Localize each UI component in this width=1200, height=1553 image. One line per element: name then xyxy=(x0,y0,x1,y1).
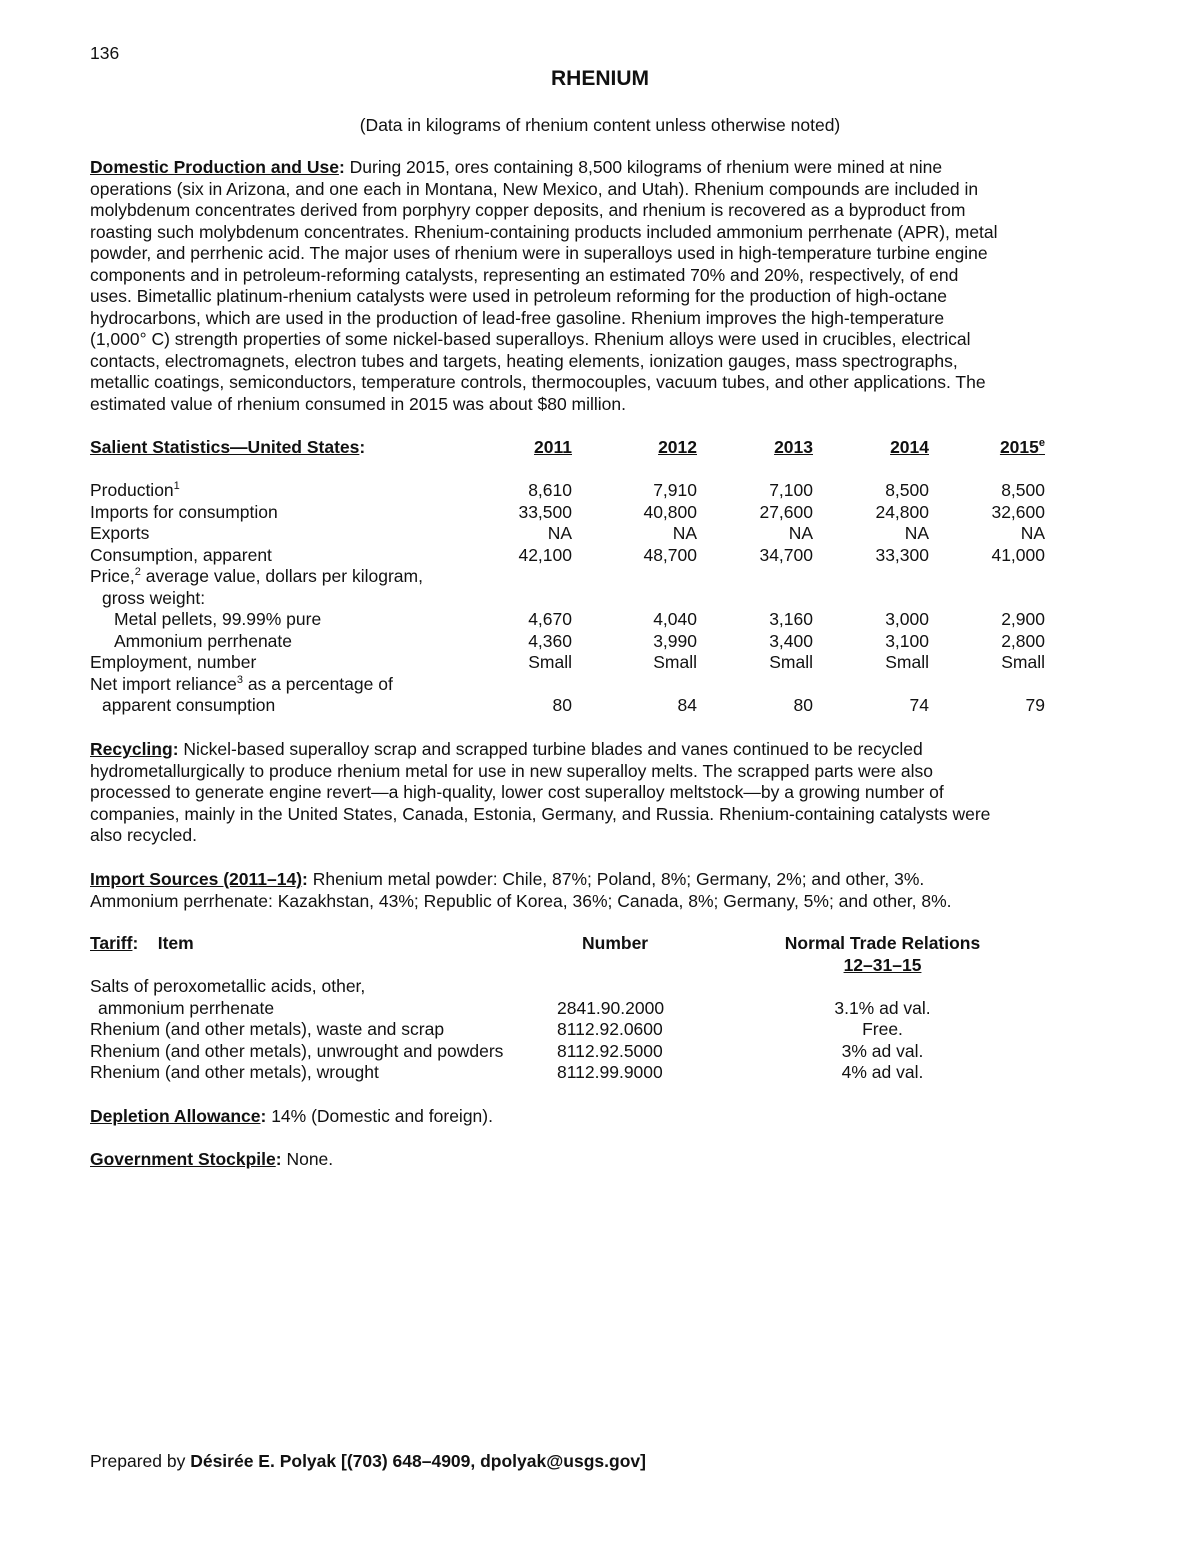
tariff-item-header: Item xyxy=(157,933,194,953)
tariff-header-row: Tariff: Item Number Normal Trade Relations xyxy=(90,933,1100,955)
prepared-by-footer: Prepared by Désirée E. Polyak [(703) 648–4909, dpolyak@usgs.gov] xyxy=(90,1451,646,1471)
stockpile-heading: Government Stockpile xyxy=(90,1149,276,1169)
tariff-heading: Tariff xyxy=(90,933,133,953)
import-sources-heading: Import Sources (2011–14) xyxy=(90,869,303,889)
tariff-table xyxy=(90,933,1100,1084)
table-row: ammonium perrhenate 2841.90.2000 3.1% ad val. xyxy=(98,997,931,1018)
recycling-section: Recycling: Nickel-based superalloy scrap and scrapped turbine blades and vanes continued to be recycled hydrometallurgically to produce rhenium metal for use in new superalloy melts. The scrapped parts were also processed to generate engine revert—a high-quality, lower cost superalloy meltstock—by a growing number of companies, mainly in the United States, Canada, Estonia, Germany, and Russia. Rhenium-containing catalysts were also recycled. xyxy=(90,739,991,845)
table-row: Rhenium (and other metals), unwrought and powders 8112.92.5000 3% ad val. xyxy=(90,1040,924,1061)
page-number: 136 xyxy=(90,43,120,63)
tariff-ntr-header: Normal Trade Relations xyxy=(784,933,981,953)
year-header: 2012 xyxy=(658,437,697,457)
import-sources-section: Import Sources (2011–14): Rhenium metal powder: Chile, 87%; Poland, 8%; Germany, 2%; and other, 3%. Ammonium perrhenate: Kazakhstan, 43%; Republic of Korea, 36%; Canada, 8%; Germany, 5%; and other, 8%. xyxy=(90,869,952,911)
table-row: Price,$^2$ average value, dollars per kilogram, xyxy=(90,566,423,586)
table-row: Salts of peroxometallic acids, other, xyxy=(90,976,366,996)
tariff-number-header: Number xyxy=(582,933,649,953)
table-row: Production$^1$ 8,610 7,910 7,100 8,500 8,500 xyxy=(90,480,1045,500)
table-row: Rhenium (and other metals), waste and scrap 8112.92.0600 Free. xyxy=(90,1019,903,1039)
tariff-ntr-date: 12–31–15 xyxy=(843,954,922,975)
year-header: 2013 xyxy=(774,437,813,457)
domestic-line: operations (six in Arizona, and one each in Montana, New Mexico, and Utah). Rhenium compounds are included in xyxy=(90,178,979,199)
table-row: Consumption, apparent 42,100 48,700 34,700 33,300 41,000 xyxy=(90,544,1045,565)
domestic-line: components and in petroleum-reforming catalysts, representing an estimated 70% and 20%, respectively, of end xyxy=(90,264,959,285)
domestic-heading: Domestic Production and Use xyxy=(90,157,339,177)
domestic-line: powder, and perrhenic acid. The major uses of rhenium were in superalloys used in high-temperature turbine engine xyxy=(90,243,988,263)
depletion-allowance-section: Depletion Allowance: 14% (Domestic and foreign). xyxy=(90,1106,493,1126)
table-row: Exports NA NA NA NA NA xyxy=(90,523,1045,543)
domestic-line: estimated value of rhenium consumed in 2015 was about $80 million. xyxy=(90,393,627,414)
domestic-line: contacts, electromagnets, electron tubes and targets, heating elements, ionization gauges, mass spectrographs, xyxy=(90,350,958,371)
domestic-line: During 2015, ores containing 8,500 kilograms of rhenium were mined at nine xyxy=(349,157,943,177)
stats-heading: Salient Statistics—United States xyxy=(90,437,360,457)
recycling-heading: Recycling xyxy=(90,739,173,759)
domestic-line: (1,000° C) strength properties of some nickel-based superalloys. Rhenium alloys were used in crucibles, electrical xyxy=(90,329,971,349)
table-row: gross weight: xyxy=(102,587,206,608)
table-row: Ammonium perrhenate 4,360 3,990 3,400 3,100 2,800 xyxy=(114,630,1045,651)
depletion-heading: Depletion Allowance xyxy=(90,1106,261,1126)
domestic-line: roasting such molybdenum concentrates. Rhenium-containing products included ammonium perrhenate (APR), metal xyxy=(90,221,998,242)
table-row: Metal pellets, 99.99% pure 4,670 4,040 3,160 3,000 2,900 xyxy=(114,609,1045,629)
estimate-footnote: e xyxy=(1038,437,1045,450)
domestic-production-section: Domestic Production and Use: During 2015, ores containing 8,500 kilograms of rhenium were mined at nine operations (six in Arizona, and one each in Montana, New Mexico, and Utah). Rhenium compounds are included in molybdenum concentrates derived from porphyry copper deposits, and rhenium is recovered as a byproduct from roasting such molybdenum concentrates. Rhenium-containing products included ammonium perrhenate (APR), metal powder, and perrhenic acid. The major uses of rhenium were in superalloys used in high-temperature turbine engine components and in petroleum-reforming catalysts, representing an estimated 70% and 20%, respectively, of end uses. Bimetallic platinum-rhenium catalysts were used in petroleum reforming for the production of high-octane hydrocarbons, which are used in the production of lead-free gasoline. Rhenium improves the high-temperature (1,000° C) strength properties of some nickel-based superalloys. Rhenium alloys were used in crucibles, electrical contacts, electromagnets, electron tubes and targets, heating elements, ionization gauges, mass spectrographs, metallic coatings, semiconductors, temperature controls, thermocouples, vacuum tubes, and other applications. The estimated value of rhenium consumed in 2015 was about $80 million. xyxy=(90,157,1115,415)
stats-header-row: Salient Statistics—United States: 2011 2012 2013 2014 2015e xyxy=(90,437,1045,457)
domestic-line: metallic coatings, semiconductors, temperature controls, thermocouples, vacuum tubes, and other applications. The xyxy=(90,372,986,392)
year-header: 2014 xyxy=(890,437,929,457)
year-header: 2011 xyxy=(534,437,572,457)
table-row: Rhenium (and other metals), wrought 8112.99.9000 4% ad val. xyxy=(90,1062,924,1082)
domestic-line: hydrocarbons, which are used in the production of lead-free gasoline. Rhenium improves the high-temperature xyxy=(90,307,945,328)
page-subtitle: (Data in kilograms of rhenium content unless otherwise noted) xyxy=(359,115,841,135)
domestic-line: molybdenum concentrates derived from porphyry copper deposits, and rhenium is recovered as a byproduct from xyxy=(90,200,966,220)
table-row: apparent consumption 80 84 80 74 79 xyxy=(102,695,1045,715)
page-title: RHENIUM xyxy=(551,67,649,90)
table-row: Imports for consumption 33,500 40,800 27,600 24,800 32,600 xyxy=(90,501,1045,522)
table-row: Employment, number Small Small Small Small Small xyxy=(90,652,1045,672)
table-row: Net import reliance$^3$ as a percentage of xyxy=(90,673,393,694)
government-stockpile-section: Government Stockpile: None. xyxy=(90,1149,334,1169)
domestic-line: uses. Bimetallic platinum-rhenium catalysts were used in petroleum reforming for the production of high-octane xyxy=(90,286,947,306)
salient-statistics-table xyxy=(90,437,1050,717)
year-header: 2015e xyxy=(999,437,1045,457)
author-contact: Désirée E. Polyak [(703) 648–4909, dpolyak@usgs.gov] xyxy=(190,1451,646,1471)
